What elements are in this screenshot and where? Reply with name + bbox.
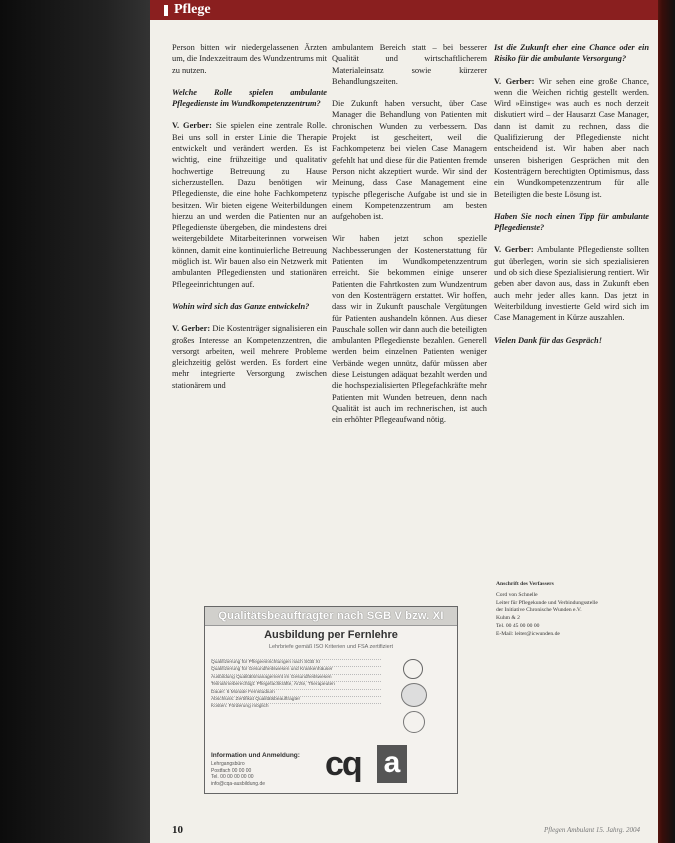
- journal-footer: Pflegen Ambulant 15. Jahrg. 2004: [543, 826, 640, 834]
- answer-text: Wir sehen eine große Chance, wenn die Weichen richtig gestellt werden. Wird »Einstige« was auch es noch derzeit diskutiert wird – der Hausarzt Case Manager, dann ist damit zu rechnen, dass die Qualifizierung der Pflegedienste nicht entscheidend ist. Wir haben aber nach unseren bisherigen Gesprächen mit den Kostenträgern berechtigten Optimismus, dass ein Wundkompetenzzentrum für alle Beteiligten die beste Lösung ist.: [494, 76, 649, 199]
- column-2: [332, 42, 487, 437]
- interview-answer: [172, 323, 327, 391]
- ad-contact-line: Tel. 00 00 00 00 00: [211, 774, 254, 781]
- book-spine-shadow: [0, 0, 150, 843]
- section-label: Pflege: [174, 2, 211, 17]
- interview-question: Welche Rolle spielen ambulante Pflegedienste im Wundkompetenzzentrum?: [172, 87, 327, 109]
- ad-list-item: Teilnahmeberechtigt: Pflegefachkräfte, Ärzte, Therapeuten: [211, 681, 381, 688]
- ad-contact-line: Postfach 00 00 00: [211, 767, 252, 774]
- ad-contact-line: info@cqa-ausbildung.de: [211, 780, 266, 787]
- author-line: Cord von Schnelle: [496, 591, 538, 598]
- seal-icon: [403, 711, 425, 733]
- speaker-name: V. Gerber:: [172, 324, 211, 334]
- answer-text: Sie spielen eine zentrale Rolle. Bei uns soll in erster Linie die Therapie entwickelt und verändert werden. Es ist wichtig, eine frühzeitige und qualitativ hochwertige Betreuung zu Hause sicherzustellen. Dazu benötigen wir Pflegedienste, die eine hohe Fachkompetenz besitzen. Wir bieten eigene Weiterbildungen hierzu an und werden die Patienten nur an Pflegedienste übergeben, die mindestens drei weitergebildete Mitarbeiterinnen vorweisen können, damit eine kontinuierliche Betreuung möglich ist. Wir bauen also ein Netzwerk mit ambulanten Pflegediensten und stationären Pflegeeinrichtungen auf.: [172, 121, 327, 289]
- author-heading: Anschrift des Verfassers: [496, 581, 554, 587]
- ad-list-item: Ausbildung Qualitätsmanagement im Gesundheitswesen: [211, 674, 381, 681]
- paragraph: Person bitten wir niedergelassenen Ärzten um, die Indexzeitraum des Wundzentrums mit zu nutzen.: [172, 43, 327, 75]
- paragraph: ambulantem Bereich statt – bei besserer Qualität und wirtschaftlicherem Materialeinsatz sowie kürzerer Behandlungszeiten.: [332, 43, 487, 86]
- logo-box: a: [377, 745, 407, 783]
- interview-question: Haben Sie noch einen Tipp für ambulante Pflegedienste?: [494, 211, 649, 233]
- certification-icon: [401, 683, 427, 707]
- paragraph: Die Zukunft haben versucht, über Case Manager die Behandlung von Patienten mit chronischen Wunden zu verbessern. Das Projekt ist gescheitert, weil die Fachkompetenz bei vielen Case Managern gefehlt hat und diese für die Patienten fremde Person nicht akzeptiert wurde. Wir sind der Meinung, dass Case Management eine typische pflegerische Aufgabe ist und sie in einem Kompetenzzentrum am besten aufgehoben ist.: [332, 99, 487, 222]
- ad-contact: [211, 753, 306, 787]
- interview-question: Ist die Zukunft eher eine Chance oder ein Risiko für die ambulante Versorgung?: [494, 43, 649, 64]
- author-address: [496, 581, 646, 639]
- cqa-logo: [325, 745, 421, 785]
- author-line: Leiter für Pflegekunde und Verbindungsstelle: [496, 599, 598, 606]
- ad-contact-heading: Information und Anmeldung:: [211, 751, 300, 759]
- closing-thanks: Vielen Dank für das Gespräch!: [494, 335, 602, 345]
- speaker-name: V. Gerber:: [494, 76, 535, 86]
- ad-contact-line: Lehrgangsbüro: [211, 761, 245, 768]
- answer-text: Die Kostenträger signalisieren ein großes Interesse an Kompetenzzentren, die versorgt arbeiten, weil mehrere Probleme gleichzeitig gelöst werden. Es fordert eine mehr integrierte Versorgung zwischen stationärem und: [172, 324, 328, 390]
- speaker-name: V. Gerber:: [494, 245, 534, 255]
- paragraph: Wir haben jetzt schon spezielle Nachbesserungen der Kostenerstattung für Patienten im Wundkompetenzzentrum erreicht. Sie bekommen einige unserer Patienten die Fahrtkosten zum Wundzentrum von den Kostenträgern erstattet. Wir hoffen, dass wir in Zukunft pauschale Vergütungen für Patienten aushandeln können. Aus dieser Pauschale sollen wir dann auch die beteiligten ambulanten Pflegedienste bezahlen. Generell werden beim einzelnen Patienten weniger Verbände wegen unnütz, dafür müssen aber diese Leistungen adäquat bezahlt werden und die hochspezialisierten Pflegefachkräfte mehr Patienten mit Wunden betreuen, denn nach Qualität ist auch im rechnerischen, ist auch ein erhöhter Pflegeaufwand nötig.: [332, 234, 487, 425]
- page-number: 10: [172, 824, 183, 836]
- magazine-page: [150, 0, 658, 843]
- seal-icon: [403, 659, 423, 679]
- interview-answer: [494, 244, 649, 323]
- author-line: der Initiative Chronische Wunden e.V.: [496, 607, 582, 614]
- logo-letters: cq: [325, 745, 361, 783]
- ad-list-item: Abschluss: Zertifikat Qualitätsbeauftragter: [211, 696, 381, 703]
- interview-answer: [172, 120, 327, 289]
- advertisement: [204, 606, 458, 794]
- ad-list-item: Kosten: Förderung möglich: [211, 703, 381, 710]
- author-line: Kuhm & 2: [496, 615, 520, 622]
- interview-question: Wohin wird sich das Ganze entwickeln?: [172, 301, 310, 311]
- ad-list-item: Qualifizierung für Pflegeeinrichtungen nach SGB XI: [211, 659, 381, 666]
- author-line: Tel. 00 45 00 00 00: [496, 622, 540, 629]
- page-edge: [655, 0, 675, 843]
- interview-answer: [494, 76, 649, 200]
- section-header-bar: [150, 0, 658, 20]
- column-3: [494, 42, 649, 357]
- speaker-name: V. Gerber:: [172, 121, 212, 131]
- ad-list-item: Qualifizierung für Gesundheitswesen und Krankenhäuser: [211, 666, 381, 673]
- ad-title: Qualitätsbeauftragter nach SGB V bzw. XI: [205, 607, 457, 626]
- column-1: [172, 42, 327, 402]
- ad-accreditation: Lehrbriefe gemäß ISO Kriterien und FSA zertifiziert: [268, 644, 394, 650]
- answer-text: Ambulante Pflegedienste sollten gut überlegen, worin sie sich spezialisieren und ob sich diese Spezialisierung rentiert. Wir geben aber davon aus, dass in Zukunft eben auch mehr jeder alles kann. Das jetzt in Weiterbildung investierte Geld wird sich im Case Management in Kürze auszahlen.: [494, 245, 649, 323]
- ad-subtitle: Ausbildung per Fernlehre: [264, 629, 398, 641]
- ad-list-item: Dauer: 6 Monate Fernstudium: [211, 689, 381, 696]
- ad-list: [211, 659, 381, 711]
- author-line: E-Mail: leiter@icwunden.de: [496, 630, 560, 637]
